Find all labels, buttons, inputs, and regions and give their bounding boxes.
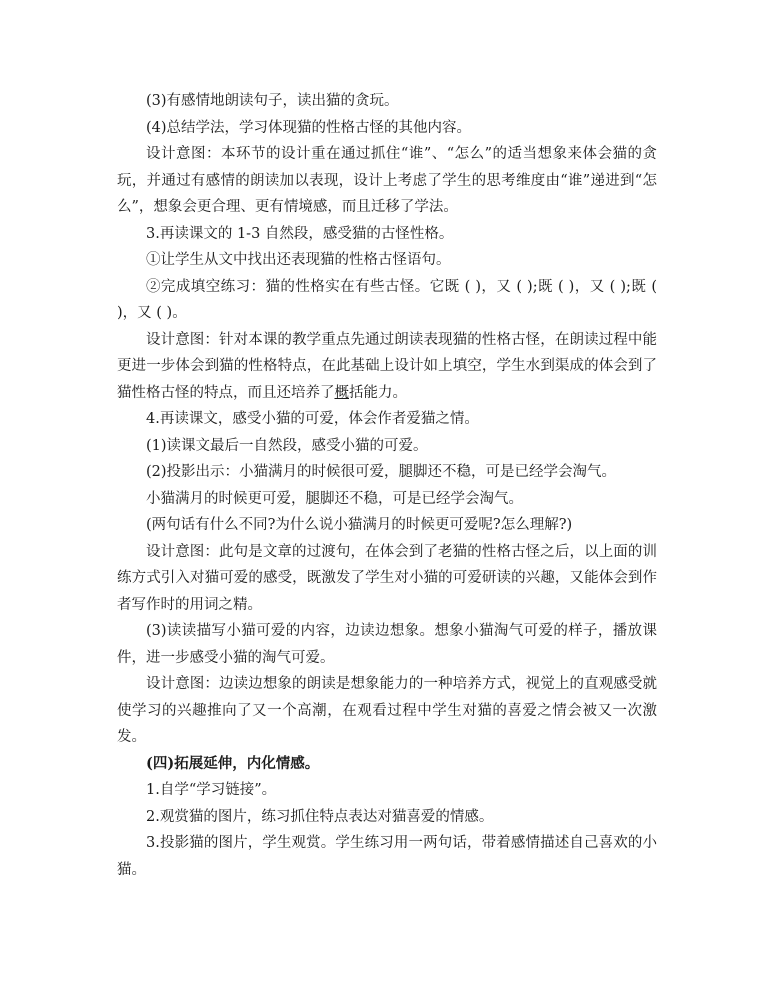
paragraph-step-3-read-aloud: (3)有感情地朗读句子，读出猫的贪玩。 [146, 93, 399, 109]
paragraph-describe-kitten: 3.投影猫的图片，学生观赏。学生练习用一两句话，带着感情描述自己喜欢的小猫。 [117, 835, 657, 878]
paragraph-projection-sentence-1: (2)投影出示：小猫满月的时候很可爱，腿脚还不稳，可是已经学会淘气。 [146, 464, 617, 480]
paragraph-design-intent-2-tail: 括能力。 [349, 384, 407, 401]
paragraph-self-study-link: 1.自学“学习链接”。 [146, 782, 277, 798]
paragraph-design-intent-3: 设计意图：此句是文章的过渡句，在体会到了老猫的性格古怪之后，以上面的训练方式引入对猫可爱的感受，既激发了学生对小猫的可爱研读的兴趣，又能体会到作者写作时的用词之精。 [117, 543, 657, 613]
paragraph-fill-blank-exercise: ②完成填空练习：猫的性格实在有些古怪。它既 ( )，又 ( );既 ( )，又 ( );既 ( )，又 ( )。 [117, 278, 657, 321]
paragraph-comparison-question: (两句话有什么不同?为什么说小猫满月的时候更可爱呢?怎么理解?) [146, 517, 573, 533]
paragraph-find-sentences: ①让学生从文中找出还表现猫的性格古怪语句。 [146, 252, 451, 268]
paragraph-reread-1-3: 3.再读课文的 1-3 自然段，感受猫的古怪性格。 [146, 225, 454, 242]
paragraph-design-intent-2 [117, 327, 657, 407]
paragraph-design-intent-1: 设计意图：本环节的设计重在通过抓住“谁”、“怎么”的适当想象来体会猫的贪玩，并通过有感情的朗读加以表现，设计上考虑了学生的思考维度由“谁”递进到“怎么”，想象会更合理、更有情境感，而且迁移了学法。 [117, 146, 657, 215]
paragraph-reread-cute-kitten: 4.再读课文，感受小猫的可爱，体会作者爱猫之情。 [146, 411, 479, 427]
paragraph-step-4-summarize: (4)总结学法，学习体现猫的性格古怪的其他内容。 [146, 119, 472, 136]
underlined-word: 概 [334, 384, 349, 401]
paragraph-read-last-section: (1)读课文最后一自然段，感受小猫的可爱。 [146, 437, 428, 454]
section-heading-extension: (四)拓展延伸，内化情感。 [146, 754, 320, 772]
paragraph-read-and-imagine: (3)读读描写小猫可爱的内容，边读边想象。想象小猫淘气可爱的样子，播放课件，进一步感受小猫的淘气可爱。 [117, 623, 657, 666]
paragraph-view-cat-pictures: 2.观赏猫的图片，练习抓住特点表达对猫喜爱的情感。 [146, 808, 494, 825]
paragraph-projection-sentence-2: 小猫满月的时候更可爱，腿脚还不稳，可是已经学会淘气。 [146, 490, 523, 507]
paragraph-design-intent-2-text: 设计意图：针对本课的教学重点先通过朗读表现猫的性格古怪，在朗读过程中能更进一步体会到猫的性格特点，在此基础上设计如上填空，学生水到渠成的体会到了猫性格古怪的特点，而且还培养了 [117, 331, 657, 401]
document-body [117, 88, 657, 883]
paragraph-design-intent-4: 设计意图：边读边想象的朗读是想象能力的一种培养方式，视觉上的直观感受就使学习的兴趣推向了又一个高潮，在观看过程中学生对猫的喜爱之情会被又一次激发。 [117, 676, 657, 745]
